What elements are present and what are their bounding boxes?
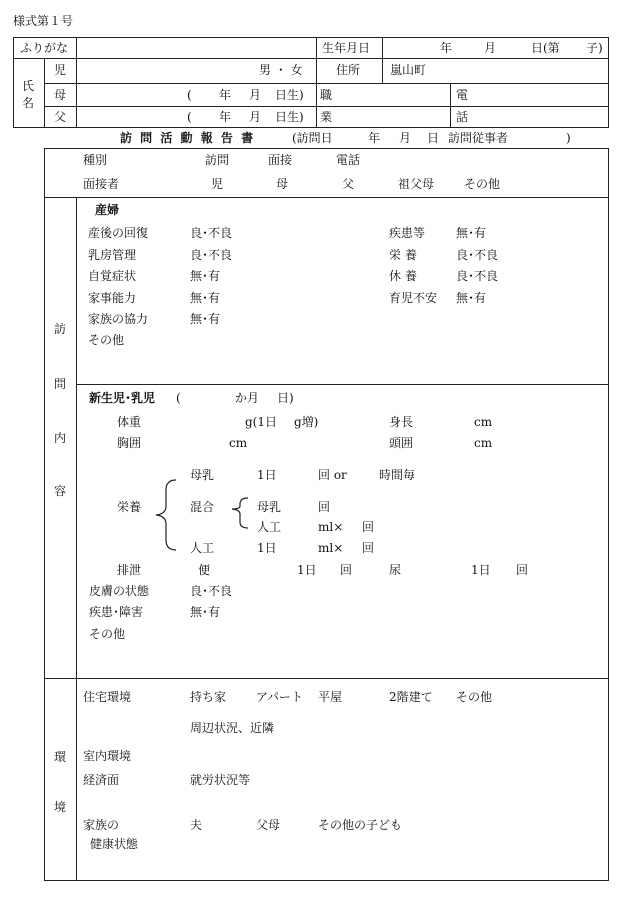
table-rule-horizontal: [13, 127, 609, 128]
mixed-breast-times: 回: [318, 500, 331, 514]
mother-age-day: 日生): [275, 88, 304, 102]
formula-amount: ml×: [318, 541, 344, 555]
phone-label-2: 話: [456, 110, 469, 124]
interviewee-option-other[interactable]: その他: [464, 177, 501, 191]
job-label-1: 職: [320, 88, 333, 102]
skin-label: 皮膚の状態: [89, 584, 150, 598]
mixed-formula-times: 回: [362, 520, 375, 534]
urine-per-day: 1日: [471, 563, 491, 577]
newborn-age-open: (: [176, 391, 181, 405]
table-rule-vertical: [44, 58, 45, 128]
visit-year: 年: [368, 131, 381, 145]
weight-label: 体重: [117, 415, 142, 429]
housing-option-two-story[interactable]: 2階建て: [389, 690, 433, 704]
formula-times: 回: [362, 541, 375, 555]
job-label-2: 業: [320, 110, 333, 124]
excretion-label: 排泄: [117, 563, 142, 577]
address-label: 住所: [336, 63, 361, 77]
family-member-parents: 父母: [256, 818, 281, 832]
visit-side-label-4: 容: [54, 484, 67, 498]
interviewee-option-mother[interactable]: 母: [276, 177, 289, 191]
chest-label: 胸囲: [117, 436, 142, 450]
mixed-label: 混合: [190, 500, 215, 514]
family-health-label-2: 健康状態: [90, 837, 139, 851]
height-label: 身長: [389, 415, 414, 429]
newborn-age-days: 日): [277, 391, 294, 405]
neighborhood-label: 周辺状況、近隣: [190, 721, 275, 735]
postpartum-right-label: 栄 養: [389, 248, 417, 262]
sex-options[interactable]: 男 ・ 女: [259, 63, 303, 77]
father-age-month: 月: [249, 110, 262, 124]
head-unit: cm: [474, 436, 493, 450]
breast-milk-hours: 時間毎: [379, 468, 416, 482]
postpartum-label: その他: [88, 333, 125, 347]
report-title: 訪 問 活 動 報 告 書: [120, 131, 256, 145]
form-number: 様式第１号: [13, 14, 74, 28]
visit-month: 月: [399, 131, 412, 145]
type-option-phone[interactable]: 電話: [336, 153, 361, 167]
environment-side-label-2: 境: [54, 800, 67, 814]
mixed-formula-amount: ml×: [318, 520, 344, 534]
birthdate-label: 生年月日: [322, 41, 371, 55]
postpartum-value[interactable]: 無･有: [190, 269, 221, 283]
postpartum-right-value[interactable]: 良･不良: [456, 269, 499, 283]
urine-times: 回: [516, 563, 529, 577]
breast-milk-per-day: 1日: [257, 468, 277, 482]
furigana-field[interactable]: [77, 38, 315, 58]
interviewee-option-father[interactable]: 父: [342, 177, 355, 191]
breast-milk-label: 母乳: [190, 468, 215, 482]
table-rule-vertical: [76, 197, 77, 881]
postpartum-right-label: 疾患等: [389, 226, 426, 240]
table-rule-vertical: [316, 83, 317, 128]
postpartum-label: 家族の協力: [88, 312, 149, 326]
birth-child-suffix: 子): [586, 41, 603, 55]
mother-name-field[interactable]: [77, 84, 182, 106]
mixed-breast-label: 母乳: [257, 500, 282, 514]
table-rule-vertical: [13, 37, 14, 128]
postpartum-label: 産後の回復: [88, 226, 149, 240]
postpartum-value[interactable]: 良･不良: [190, 248, 233, 262]
table-rule-horizontal: [44, 197, 609, 198]
table-rule-vertical: [450, 83, 451, 128]
postpartum-value[interactable]: 無･有: [190, 291, 221, 305]
table-rule-vertical: [44, 148, 45, 881]
type-option-interview[interactable]: 面接: [268, 153, 293, 167]
birth-order-label: 日(第: [531, 41, 560, 55]
chest-unit: cm: [229, 436, 248, 450]
skin-value[interactable]: 良･不良: [190, 584, 233, 598]
mother-age-month: 月: [249, 88, 262, 102]
nutrition-label: 栄養: [117, 500, 142, 514]
housing-option-single-story[interactable]: 平屋: [318, 690, 343, 704]
newborn-heading: 新生児･乳児: [89, 391, 156, 405]
postpartum-right-label: 育児不安: [389, 291, 438, 305]
stool-times: 回: [340, 563, 353, 577]
breast-milk-times-or: 回 or: [318, 468, 347, 482]
housing-option-apartment[interactable]: アパート: [256, 690, 304, 704]
weight-gain-unit: g増): [294, 415, 319, 429]
table-rule-horizontal: [44, 678, 609, 679]
visit-staff-label: 訪問従事者: [448, 131, 509, 145]
name-label-2: 名: [22, 96, 35, 110]
child-label: 児: [54, 63, 67, 77]
visit-side-label-1: 訪: [54, 322, 67, 336]
postpartum-value[interactable]: 良･不良: [190, 226, 233, 240]
postpartum-right-value[interactable]: 良･不良: [456, 248, 499, 262]
nutrition-brace-icon: [150, 478, 180, 552]
stool-label: 便: [198, 563, 211, 577]
economic-label: 経済面: [83, 773, 120, 787]
postpartum-value[interactable]: 無･有: [190, 312, 221, 326]
father-age-open: (: [187, 110, 192, 124]
postpartum-right-label: 休 養: [389, 269, 417, 283]
family-member-husband: 夫: [190, 818, 203, 832]
head-label: 頭囲: [389, 436, 414, 450]
indoor-label: 室内環境: [83, 749, 132, 763]
housing-option-other[interactable]: その他: [456, 690, 493, 704]
visit-side-label-3: 内: [54, 431, 67, 445]
father-name-field[interactable]: [77, 107, 182, 127]
table-rule-horizontal: [44, 148, 609, 149]
height-unit: cm: [474, 415, 493, 429]
type-option-visit[interactable]: 訪問: [205, 153, 230, 167]
family-member-other-children: その他の子ども: [318, 818, 403, 832]
formula-label: 人工: [190, 541, 215, 555]
table-rule-vertical: [316, 37, 317, 83]
family-health-label-1: 家族の: [83, 818, 120, 832]
birth-year-label: 年: [440, 41, 453, 55]
furigana-label: ふりがな: [20, 41, 69, 55]
visit-close: ): [566, 131, 571, 145]
table-rule-vertical: [608, 37, 609, 128]
housing-option-owned[interactable]: 持ち家: [190, 690, 227, 704]
postpartum-right-value[interactable]: 無･有: [456, 226, 487, 240]
postpartum-label: 乳房管理: [88, 248, 137, 262]
type-label: 種別: [83, 153, 108, 167]
mother-label: 母: [54, 88, 67, 102]
economic-value: 就労状況等: [190, 773, 251, 787]
birth-month-label: 月: [484, 41, 497, 55]
mixed-formula-label: 人工: [257, 520, 282, 534]
father-label: 父: [54, 110, 67, 124]
weight-unit: g(1日: [245, 415, 277, 429]
postpartum-right-value[interactable]: 無･有: [456, 291, 487, 305]
interviewee-option-child[interactable]: 児: [211, 177, 224, 191]
postpartum-heading: 産婦: [95, 203, 120, 217]
child-name-field[interactable]: [77, 59, 257, 82]
name-label-1: 氏: [22, 79, 35, 93]
interviewee-label: 面接者: [83, 177, 120, 191]
postpartum-label: 家事能力: [88, 291, 137, 305]
interviewee-option-grandparents[interactable]: 祖父母: [398, 177, 435, 191]
formula-per-day: 1日: [257, 541, 277, 555]
disease-value[interactable]: 無･有: [190, 605, 221, 619]
visit-side-label-2: 問: [54, 377, 67, 391]
visit-day: 日: [427, 131, 440, 145]
postpartum-label: 自覚症状: [88, 269, 137, 283]
newborn-other-label: その他: [89, 627, 126, 641]
table-rule-horizontal: [44, 880, 609, 881]
housing-label: 住宅環境: [83, 690, 132, 704]
mixed-brace-icon: [228, 496, 250, 530]
disease-label: 疾患･障害: [89, 605, 144, 619]
environment-side-label-1: 環: [54, 750, 67, 764]
phone-label-1: 電: [456, 88, 469, 102]
stool-per-day: 1日: [297, 563, 317, 577]
newborn-age-months: か月: [235, 391, 260, 405]
table-rule-horizontal: [76, 384, 609, 385]
visit-date-label: (訪問日: [292, 131, 333, 145]
mother-age-year: 年: [219, 88, 232, 102]
father-age-day: 日生): [275, 110, 304, 124]
father-age-year: 年: [219, 110, 232, 124]
urine-label: 尿: [389, 563, 402, 577]
table-rule-vertical: [608, 148, 609, 881]
mother-age-open: (: [187, 88, 192, 102]
address-value[interactable]: 嵐山町: [390, 63, 427, 77]
